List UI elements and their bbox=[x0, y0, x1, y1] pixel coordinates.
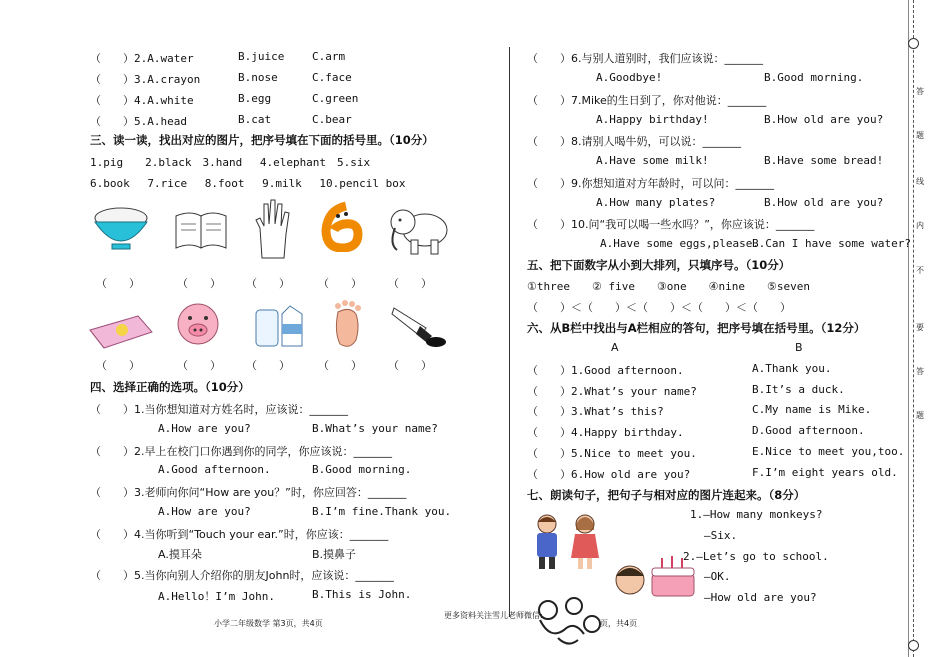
number-list: ①three ② five ③one ④nine ⑤seven bbox=[527, 280, 811, 293]
question-item: （ ）1.当你想知道对方姓名时，应该说：_______ bbox=[90, 403, 348, 416]
match-item-b: A.Thank you. bbox=[752, 362, 832, 375]
binding-char: 答 bbox=[916, 367, 924, 376]
match-item-a: （ ）6.How old are you? bbox=[527, 468, 691, 481]
question-item: （ ）4.A.white bbox=[90, 94, 194, 107]
question-item: （ ）2.早上在校门口你遇到你的同学，你应该说：_______ bbox=[90, 445, 392, 458]
question-item: （ ）4.当你听到“Touch your ear.”时，你应该：_______ bbox=[90, 528, 389, 541]
match-item-b: D.Good afternoon. bbox=[752, 424, 865, 437]
question-item: （ ）7.Mike的生日到了，你对他说：_______ bbox=[527, 94, 767, 107]
elephant-picture bbox=[385, 200, 451, 258]
option-b: B.Good morning. bbox=[312, 463, 412, 476]
option-b: B.What’s your name? bbox=[312, 422, 438, 435]
question-item: （ ）5.A.head bbox=[90, 115, 187, 128]
binding-char: 答 bbox=[916, 87, 924, 96]
hand-picture bbox=[252, 198, 296, 260]
option-b: B.I’m fine.Thank you. bbox=[312, 505, 452, 518]
question-item: （ ）9.你想知道对方年龄时，可以问：_______ bbox=[527, 177, 774, 190]
option-a: A.How are you? bbox=[158, 505, 251, 518]
option-b: B.Good morning. bbox=[764, 71, 864, 84]
binding-char: 线 bbox=[916, 177, 924, 186]
option-b: B.juice bbox=[238, 50, 285, 63]
number-six-picture bbox=[318, 200, 364, 252]
book-picture bbox=[172, 208, 230, 252]
option-a: A.摸耳朵 bbox=[158, 548, 202, 561]
sentence-line: 1.—How many monkeys? bbox=[690, 508, 823, 521]
question-item: （ ）10.问“我可以喝一些水吗？”，你应该说：_______ bbox=[527, 218, 815, 231]
answer-bracket[interactable]: （ ） bbox=[96, 359, 140, 372]
match-item-a: （ ）3.What’s this? bbox=[527, 405, 664, 418]
answer-bracket[interactable]: （ ） bbox=[177, 359, 221, 372]
answer-bracket[interactable]: （ ） bbox=[388, 359, 432, 372]
word-list: 6.book 7.rice 8.foot 9.milk 10.pencil box bbox=[90, 177, 406, 190]
match-item-a: （ ）2.What’s your name? bbox=[527, 385, 697, 398]
answer-bracket[interactable]: （ ） bbox=[96, 277, 140, 290]
answer-bracket[interactable]: （ ） bbox=[318, 359, 362, 372]
word-list: 1.pig 2.black 3.hand 4.elephant 5.six bbox=[90, 156, 371, 169]
option-c: C.face bbox=[312, 71, 352, 84]
option-b: B.Have some bread! bbox=[764, 154, 884, 167]
option-b: B.egg bbox=[238, 92, 272, 105]
option-b: B.How old are you? bbox=[764, 113, 884, 126]
binding-char: 要 bbox=[916, 323, 924, 332]
section-title: 三、读一读，找出对应的图片，把序号填在下面的括号里。（10分） bbox=[90, 133, 434, 147]
question-item: （ ）2.A.water bbox=[90, 52, 194, 65]
section-title: 四、选择正确的选项。（10分） bbox=[90, 380, 250, 394]
binding-hole bbox=[908, 640, 919, 651]
footer-note: 更多资料关注雪儿老师微信: bbox=[444, 611, 543, 620]
option-c: C.green bbox=[312, 92, 359, 105]
option-a: A.Have some eggs,please. bbox=[600, 237, 759, 250]
option-b: B.Can I have some water? bbox=[752, 237, 911, 250]
match-item-b: E.Nice to meet you,too. bbox=[752, 445, 905, 458]
option-c: C.bear bbox=[312, 113, 352, 126]
sentence-line: 2.—Let’s go to school. bbox=[683, 550, 829, 563]
option-a: A.How many plates? bbox=[596, 196, 716, 209]
option-b: B.How old are you? bbox=[764, 196, 884, 209]
pencil-box-picture bbox=[86, 312, 156, 352]
answer-bracket[interactable]: （ ） bbox=[246, 277, 290, 290]
match-item-b: B.It’s a duck. bbox=[752, 383, 845, 396]
rice-bowl-picture bbox=[90, 200, 152, 252]
question-item: （ ）3.A.crayon bbox=[90, 73, 201, 86]
binding-line-solid bbox=[908, 0, 910, 657]
sentence-line: —How old are you? bbox=[704, 591, 817, 604]
milk-picture bbox=[252, 302, 308, 348]
option-b: B.摸鼻子 bbox=[312, 548, 357, 561]
binding-char: 不 bbox=[916, 266, 924, 275]
match-item-a: （ ）5.Nice to meet you. bbox=[527, 447, 697, 460]
option-b: B.cat bbox=[238, 113, 272, 126]
option-b: B.This is John. bbox=[312, 588, 412, 601]
binding-char: 题 bbox=[916, 411, 924, 420]
pig-picture bbox=[170, 298, 226, 352]
black-paint-picture bbox=[390, 300, 450, 350]
column-divider bbox=[509, 47, 510, 617]
section-title: 六、从B栏中找出与A栏相应的答句，把序号填在括号里。（12分） bbox=[527, 321, 866, 335]
section-title: 七、朗读句子，把句子与相对应的图片连起来。（8分） bbox=[527, 488, 806, 502]
order-blanks[interactable]: （ ）＜（ ）＜（ ）＜（ ）＜（ ） bbox=[527, 301, 791, 314]
option-a: A.Good afternoon. bbox=[158, 463, 271, 476]
foot-picture bbox=[326, 298, 368, 350]
section-title: 五、把下面数字从小到大排列，只填序号。（10分） bbox=[527, 258, 791, 272]
question-item: （ ）8.请别人喝牛奶，可以说：_______ bbox=[527, 135, 741, 148]
option-a: A.Have some milk! bbox=[596, 154, 709, 167]
question-item: （ ）3.老师向你问“How are you？”时，你应回答：_______ bbox=[90, 486, 407, 499]
option-a: A.Hello！I’m John. bbox=[158, 590, 275, 603]
binding-hole bbox=[908, 38, 919, 49]
match-item-a: （ ）1.Good afternoon. bbox=[527, 364, 684, 377]
sentence-line: —Six. bbox=[704, 529, 738, 542]
binding-char: 题 bbox=[916, 131, 924, 140]
binding-line-dashed bbox=[913, 0, 915, 657]
question-item: （ ）6.与别人道别时，我们应该说：_______ bbox=[527, 52, 763, 65]
answer-bracket[interactable]: （ ） bbox=[318, 277, 362, 290]
sentence-line: —OK. bbox=[704, 570, 731, 583]
option-a: A.How are you? bbox=[158, 422, 251, 435]
column-a-header: A bbox=[611, 341, 619, 354]
option-c: C.arm bbox=[312, 50, 346, 63]
binding-char: 内 bbox=[916, 221, 924, 230]
page-footer: 页，共4页 bbox=[600, 619, 638, 628]
page-footer: 小学二年级数学 第3页，共4页 bbox=[214, 619, 323, 628]
two-children-picture bbox=[527, 512, 607, 570]
answer-bracket[interactable]: （ ） bbox=[388, 277, 432, 290]
answer-bracket[interactable]: （ ） bbox=[177, 277, 221, 290]
match-item-b: C.My name is Mike. bbox=[752, 403, 872, 416]
option-a: A.Happy birthday! bbox=[596, 113, 709, 126]
match-item-b: F.I’m eight years old. bbox=[752, 466, 898, 479]
column-b-header: B bbox=[795, 341, 803, 354]
answer-bracket[interactable]: （ ） bbox=[246, 359, 290, 372]
option-b: B.nose bbox=[238, 71, 278, 84]
question-item: （ ）5.当你向别人介绍你的朋友John时，应该说：_______ bbox=[90, 569, 394, 582]
match-item-a: （ ）4.Happy birthday. bbox=[527, 426, 684, 439]
option-a: A.Goodbye! bbox=[596, 71, 663, 84]
